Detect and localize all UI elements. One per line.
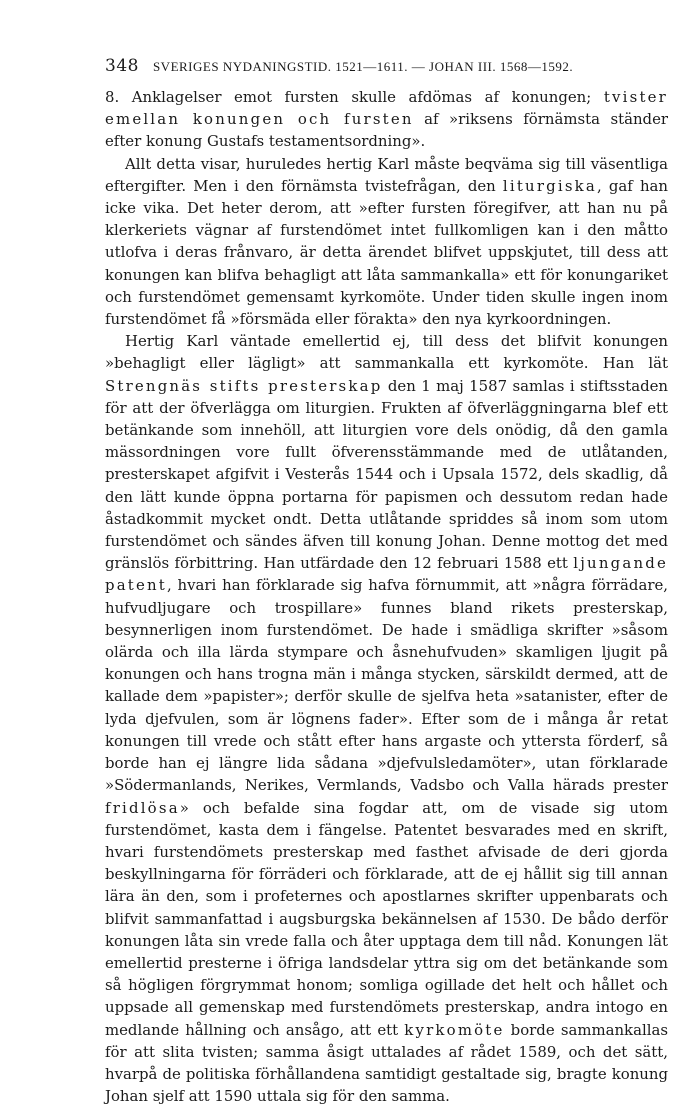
text-run: borde sammankallas för att slita tvisten; samma åsigt uttalades af rådet 1589, och det sätt, hvarpå de politiska förhållandena samtidigt gestaltade sig, bragte konung Johan sjelf att 1590 uttala sig för den samma. <box>105 1020 668 1106</box>
text-run: » och befalde sina fogdar att, om de visade sig utom furstendömet, kasta dem i fängelse. Patentet besvarades med en skrift, hvari furstendömets presterskap med fasthet afvisade de deri gjorda beskyllningarna för förräderi och förklarade, att de ej hållit sig till annan lära än den, som i profeternes och apostlarnes skrifter uppenbarats och blifvit sammanfattad i augsburgska bekännelsen af 1530. De bådo derför konungen låta sin vrede falla och åter upptaga dem till nåd. Konungen lät emellertid presterne i öfriga landsdelar yttra sig om det betänkande som så högligen förgrymmat honom; somliga ogillade det helt och hållet och uppsade all gemenskap med furstendömets presterskap, andra intogo en medlande hållning och ansågo, att ett <box>105 798 668 1039</box>
paragraph <box>105 330 668 1107</box>
spaced-emphasis: tvister emellan konungen och fursten <box>105 88 668 129</box>
spaced-emphasis: fridlösa <box>105 798 180 817</box>
spaced-emphasis: ljungande patent <box>105 554 668 595</box>
text-run: den 1 maj 1587 samlas i stiftsstaden för att der öfverlägga om liturgien. Frukten af öfverläggningarna blef ett betänkande som innehöll, att liturgien vore dels onödig, då den gamla mässordningen vore fullt öfverensstämmande med de utlåtanden, presterskapet afgifvit i Vesterås 1544 och i Upsala 1572, dels skadlig, då den lätt kunde öppna portarna för papismen och dessutom redan hade åstadkommit mycket ondt. Detta utlåtande spriddes så inom som utom furstendömet och sändes äfven till konung Johan. Denne mottog det med gränslös förbittring. Han utfärdade den 12 februari 1588 ett <box>105 376 669 573</box>
paragraph <box>105 153 668 331</box>
spaced-emphasis: kyrkomöte <box>404 1020 505 1039</box>
text-run: af »riksens förnämsta ständer efter konung Gustafs testamentsordning». <box>105 110 668 151</box>
text-run: , gaf han icke vika. Det heter derom, att »efter fursten föregifver, att han nu på klerkeriets vägnar af furstendömet intet fullkomligen kan i den måtto utlofva i deras frånvaro, är detta ärendet blifvet uppskjutet, till dess att konungen kan blifva behagligt att låta sammankalla» ett för konungariket och furstendömet gemensamt kyrkomöte. Under tiden skulle ingen inom furstendömet få »försmäda eller förakta» den nya kyrkoordningen. <box>105 176 668 329</box>
text-run: Allt detta visar, huruledes hertig Karl måste beqväma sig till väsentliga eftergifter. Men i den förnämsta tvistefrågan, den <box>105 154 668 195</box>
running-title: SVERIGES NYDANINGSTID. 1521—1611. — JOHAN III. 1568—1592. <box>152 59 574 74</box>
text-run: , hvari han förklarade sig hafva förnummit, att »några förrädare, hufvudljugare och trospillare» funnes bland rikets presterskap, besynnerligen inom furstendömet. De hade i smädliga skrifter »såsom olärda och illa lärda stympare och åsnehufvuden» skamligen ljugit på konungen och hans trogna män i många stycken, särskildt dermed, att de kallade dem »papister»; derför skulle de sjelfva heta »satanister, efter de lyda djefvulen, som är lögnens fader». Efter som de i många år retat konungen till vrede och stått efter hans argaste och yttersta förderf, så borde han ej längre lida sådana »djefvulsledamöter», utan förklarade »Södermanlands, Nerikes, Vermlands, Vadsbo och Valla härads prester <box>105 576 668 795</box>
spaced-emphasis: liturgiska <box>502 176 597 195</box>
paragraph <box>105 86 668 153</box>
spaced-emphasis: Strengnäs stifts presterskap <box>105 376 383 395</box>
page-number: 348 <box>105 56 139 76</box>
text-run: Hertig Karl väntade emellertid ej, till dess det blifvit konungen »behagligt eller lägligt» att sammankalla ett kyrkomöte. Han lät <box>105 332 668 373</box>
body-text <box>105 86 668 1107</box>
text-run: 8. Anklagelser emot fursten skulle afdömas af konungen; <box>105 88 604 106</box>
running-header <box>105 56 675 76</box>
